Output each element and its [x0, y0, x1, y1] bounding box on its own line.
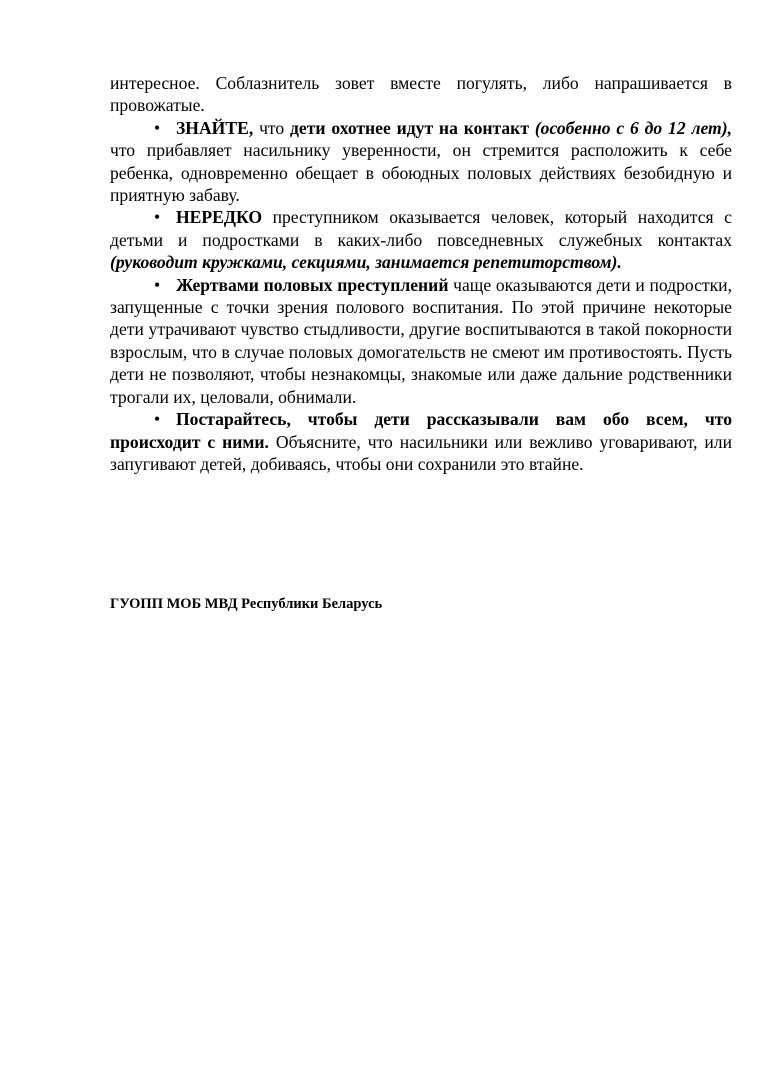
- bullet-item-victims: [110, 274, 732, 408]
- item-emphasis-italic: (особенно с 6 до 12 лет),: [534, 117, 732, 138]
- bullet-icon: •: [154, 117, 161, 138]
- bullet-item-try: [110, 408, 732, 475]
- intro-paragraph: интересное. Соблазнитель зовет вместе погулять, либо напрашивается в провожатые.: [110, 73, 732, 116]
- footer-signature: ГУОПП МОБ МВД Республики Беларусь: [110, 596, 383, 612]
- item-lead: ЗНАЙТЕ,: [176, 117, 254, 138]
- bullet-item-know: [110, 117, 732, 207]
- item-emphasis: дети охотнее идут на контакт: [290, 117, 529, 138]
- item-text: преступником оказывается человек, который находится с детьми и подростками в каких-либо повседневных служебных контактах: [110, 207, 732, 250]
- item-lead: Постарайтесь, чтобы дети рассказывали вам обо всем, что происходит с ними.: [110, 409, 732, 452]
- item-lead: НЕРЕДКО: [176, 207, 263, 228]
- bullet-icon: •: [154, 207, 161, 228]
- bullet-item-often: [110, 206, 732, 273]
- document-body: [110, 72, 732, 475]
- item-text: что прибавляет насильнику уверенности, он стремится расположить к себе ребенка, одновременно обещает в обоюдных половых действиях безобидную и приятную забаву.: [110, 140, 732, 206]
- bullet-icon: •: [154, 409, 161, 430]
- item-emphasis-italic: (руководит кружками, секциями, занимается репетиторством).: [110, 252, 622, 273]
- item-text: чаще оказываются дети и подростки, запущенные с точки зрения полового воспитания. По этой причине некоторые дети утрачивают чувство стыдливости, другие воспитываются в такой покорности взрослым, что в случае половых домогательств не смеют им противостоять. Пусть дети не позволяют, чтобы незнакомцы, знакомые или даже дальние родственники трогали их, целовали, обнимали.: [110, 274, 733, 407]
- item-text: что: [253, 117, 291, 138]
- item-text: Объясните, что насильники или вежливо уговаривают, или запугивают детей, добиваясь, чтобы они сохранили это втайне.: [110, 431, 732, 474]
- bullet-icon: •: [154, 274, 161, 295]
- item-lead: Жертвами половых преступлений: [176, 274, 449, 295]
